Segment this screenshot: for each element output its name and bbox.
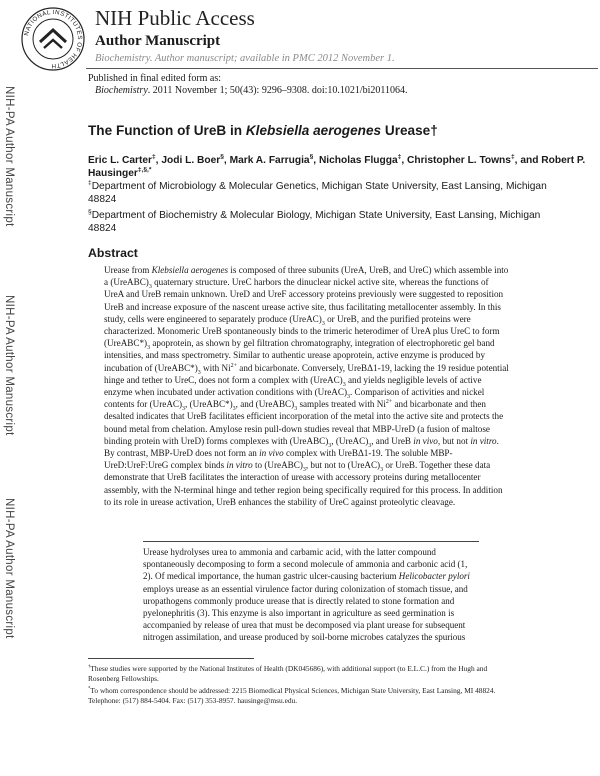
author-name: Nicholas Flugga <box>318 155 398 166</box>
footnote-divider <box>88 658 254 659</box>
header-divider <box>86 68 598 69</box>
pmc-availability-note: Biochemistry. Author manuscript; available in PMC 2012 November 1. <box>95 53 395 64</box>
published-in-label: Published in final edited form as: <box>88 73 222 84</box>
sidebar-label-middle: NIH-PA Author Manuscript <box>3 295 15 436</box>
article-title: The Function of UreB in Klebsiella aerogenes Urease† <box>88 123 438 138</box>
sidebar-label-top: NIH-PA Author Manuscript <box>3 86 15 227</box>
intro-paragraph: Urease hydrolyses urea to ammonia and carbamic acid, with the latter compound spontaneously decomposing to form a second molecule of ammonia and carbonic acid (1, 2). Of medical importance, the human gastric ulcer-causing bacterium Helicobacter pylori employs urease as an essential virulence factor during colonization of stomach tissue, and uropathogens commonly produce urease that is directly related to stone formation and pyelonephritis (3). This enzyme is also important in agriculture as seed germination is accompanied by release of urea that must be decomposed via plant urease for subsequent nitrogen assimilation, and urease produced by soil-borne microbes catalyzes the spurious <box>143 547 470 643</box>
affiliation-2: §Department of Biochemistry & Molecular Biology, Michigan State University, East Lansing, Michigan 48824 <box>88 208 541 234</box>
author-name: Jodi L. Boer <box>161 155 221 166</box>
nih-seal-logo <box>20 6 86 72</box>
intro-divider <box>143 541 479 542</box>
author-name: and Robert P. Hausinger <box>88 155 586 179</box>
abstract-heading: Abstract <box>88 246 138 260</box>
abstract-text: Urease from Klebsiella aerogenes is composed of three subunits (UreA, UreB, and UreC) which assemble into a $(UreABC)_3$ quaternary structure. UreC harbors the dinuclear nickel active site, whereas the functions of UreA and UreB remain unknown. UreD and UreF accessory proteins previously were suggested to reposition UreB and increase exposure of the nascent urease active site, thus facilitating metallocenter assembly. In this study, cells were engineered to separately produce $(UreAC)_3$ or UreB, and the purified proteins were characterized. Monomeric UreB spontaneously binds to the trimeric heterodimer of UreA plus UreC to form $(UreABC*)_3$ apoprotein, as shown by gel filtration chromatography, integration of electrophoretic gel band intensities, and mass spectrometry. Similar to authentic urease apoprotein, active enzyme is produced by incubation of $(UreABC*)_3$ with $Ni^{2+}$ and bicarbonate. Conversely, UreBΔ1-19, lacking the 19 residue potential hinge and tether to UreC, does not form a complex with $(UreAC)_3$ and yields negligible levels of active enzyme when incubated under activation conditions with $(UreAC)_3$. Comparison of activities and nickel contents for $(UreAC)_3$, $(UreABC*)_3$, and $(UreABC)_3$ samples treated with $Ni^{2+}$ and bicarbonate and then desalted indicates that UreB facilitates efficient incorporation of the metal into the active site and protects the bound metal from chelation. Amylose resin pull-down studies reveal that MBP-UreD (a fusion of maltose binding protein with UreD) forms complexes with $(UreABC)_3$, $(UreAC)_3$, and UreB in vivo, but not in vitro. By contrast, MBP-UreD does not form an in vivo complex with UreBΔ1-19. The soluble MBP-UreD:UreF:UreG complex binds in vitro to $(UreABC)_3$, but not to $(UreAC)_3$ or UreB. Together these data demonstrate that UreB facilitates the interaction of urease with accessory proteins during metallocenter assembly, with the N-terminal hinge and tether region being specifically required for this process. In addition to its role in urease activation, UreB enhances the stability of UreC against proteolytic cleavage. <box>104 265 509 507</box>
affiliation-1: ‡Department of Microbiology & Molecular Genetics, Michigan State University, East Lansing, Michigan 48824 <box>88 179 547 205</box>
footnote-correspondence: *To whom correspondence should be addressed: 2215 Biomedical Physical Sciences, Michigan State University, East Lansing, MI 48824. Telephone: (517) 884-5404. Fax: (517) 353-8957. hausinge@msu.edu. <box>88 686 496 705</box>
author-name: Mark A. Farrugia <box>229 155 310 166</box>
author-name: Eric L. Carter <box>88 155 152 166</box>
author-name: Christopher L. Towns <box>407 155 511 166</box>
sidebar-label-bottom: NIH-PA Author Manuscript <box>3 498 15 639</box>
nih-public-access-title: NIH Public Access <box>95 6 255 30</box>
author-list: Eric L. Carter‡, Jodi L. Boer§, Mark A. Farrugia§, Nicholas Flugga‡, Christopher L. Towns‡, and Robert P. Hausinger‡,§,* <box>88 153 586 179</box>
footnote-funding: †These studies were supported by the National Institutes of Health (DK045686), with additional support (to E.L.C.) from the Hugh and Rosenberg Fellowships. <box>88 664 488 683</box>
author-manuscript-label: Author Manuscript <box>95 33 221 49</box>
svg-text:NATIONAL INSTITUTES OF HEALTH: NATIONAL INSTITUTES OF HEALTH <box>23 8 84 70</box>
citation-line: Biochemistry. 2011 November 1; 50(43): 9296–9308. doi:10.1021/bi2011064. <box>95 85 408 96</box>
